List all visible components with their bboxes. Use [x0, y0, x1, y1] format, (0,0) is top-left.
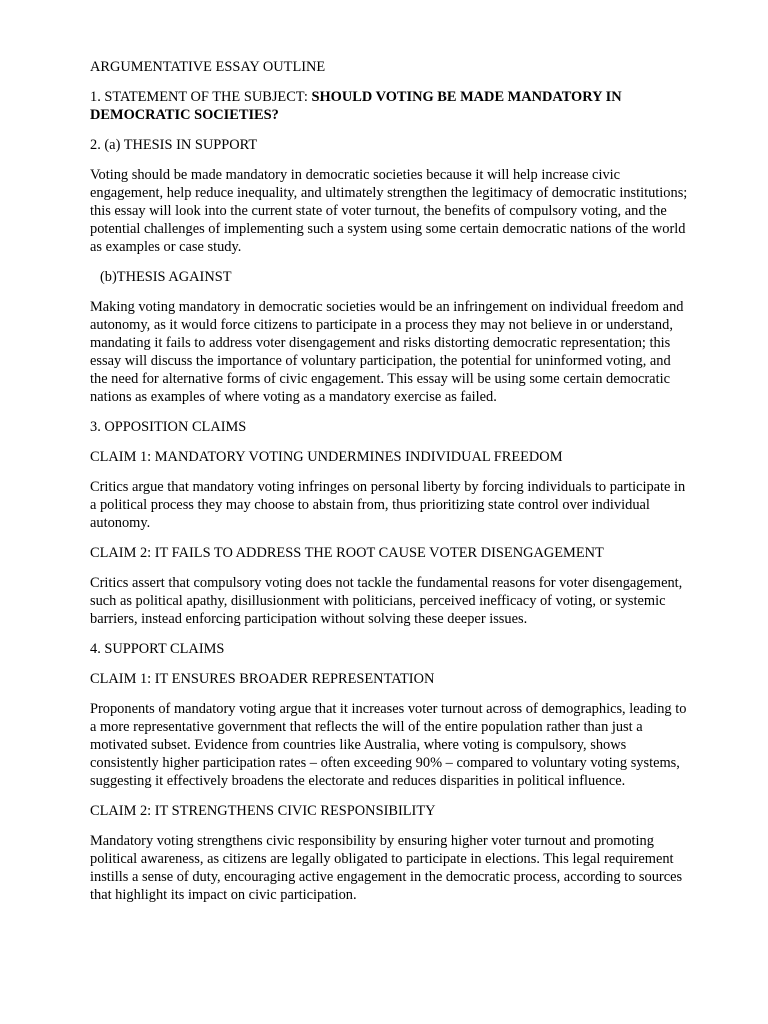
support-claim-2-heading: CLAIM 2: IT STRENGTHENS CIVIC RESPONSIBILITY — [90, 803, 436, 819]
subject-statement — [90, 88, 690, 124]
thesis-support-heading: 2. (a) THESIS IN SUPPORT — [90, 137, 258, 153]
support-claim-1-heading: CLAIM 1: IT ENSURES BROADER REPRESENTATION — [90, 671, 435, 687]
thesis-support-text: Voting should be made mandatory in democratic societies because it will help increase civic engagement, help reduce inequality, and ultimately strengthen the legitimacy of democratic institutions; this essay will look into the current state of voter turnout, the benefits of compulsory voting, and the potential challenges of implementing such a system using some certain democratic nations of the world as examples or case study. — [90, 167, 688, 255]
opposition-claim-1-heading: CLAIM 1: MANDATORY VOTING UNDERMINES INDIVIDUAL FREEDOM — [90, 449, 563, 465]
subject-prefix: 1. STATEMENT OF THE SUBJECT: — [90, 89, 312, 105]
subject-question: SHOULD VOTING BE MADE MANDATORY IN DEMOCRATIC SOCIETIES? — [90, 89, 622, 123]
opposition-heading: 3. OPPOSITION CLAIMS — [90, 419, 247, 435]
opposition-claim-1-text: Critics argue that mandatory voting infringes on personal liberty by forcing individuals to participate in a political process they may choose to abstain from, thus prioritizing state control over individual autonomy. — [90, 479, 686, 531]
support-claim-1-text: Proponents of mandatory voting argue that it increases voter turnout across of demographics, leading to a more representative government that reflects the will of the entire population rather than just a motivated subset. Evidence from countries like Australia, where voting is compulsory, shows consistently higher participation rates – often exceeding 90% – compared to voluntary voting systems, suggesting it effectively broadens the electorate and reduces disparities in political influence. — [90, 701, 687, 789]
support-heading: 4. SUPPORT CLAIMS — [90, 641, 225, 657]
thesis-against-heading: (b)THESIS AGAINST — [100, 269, 232, 285]
support-claim-2-text: Mandatory voting strengthens civic responsibility by ensuring higher voter turnout and promoting political awareness, as citizens are legally obligated to participate in elections. This legal requirement instills a sense of duty, encouraging active engagement in the democratic process, according to sources that highlight its impact on civic participation. — [90, 833, 683, 903]
document-title: ARGUMENTATIVE ESSAY OUTLINE — [90, 59, 326, 75]
document-page — [90, 58, 690, 916]
opposition-claim-2-text: Critics assert that compulsory voting does not tackle the fundamental reasons for voter disengagement, such as political apathy, disillusionment with politicians, perceived inefficacy of voting, or systemic barriers, instead enforcing participation without solving these deeper issues. — [90, 575, 683, 627]
thesis-against-text: Making voting mandatory in democratic societies would be an infringement on individual freedom and autonomy, as it would force citizens to participate in a process they may not believe in or understand, mandating it fails to address voter disengagement and risks distorting democratic representation; this essay will discuss the importance of voluntary participation, the potential for uninformed voting, and the need for alternative forms of civic engagement. This essay will be using some certain democratic nations as examples of where voting as a mandatory exercise as failed. — [90, 299, 684, 405]
opposition-claim-2-heading: CLAIM 2: IT FAILS TO ADDRESS THE ROOT CAUSE VOTER DISENGAGEMENT — [90, 545, 604, 561]
